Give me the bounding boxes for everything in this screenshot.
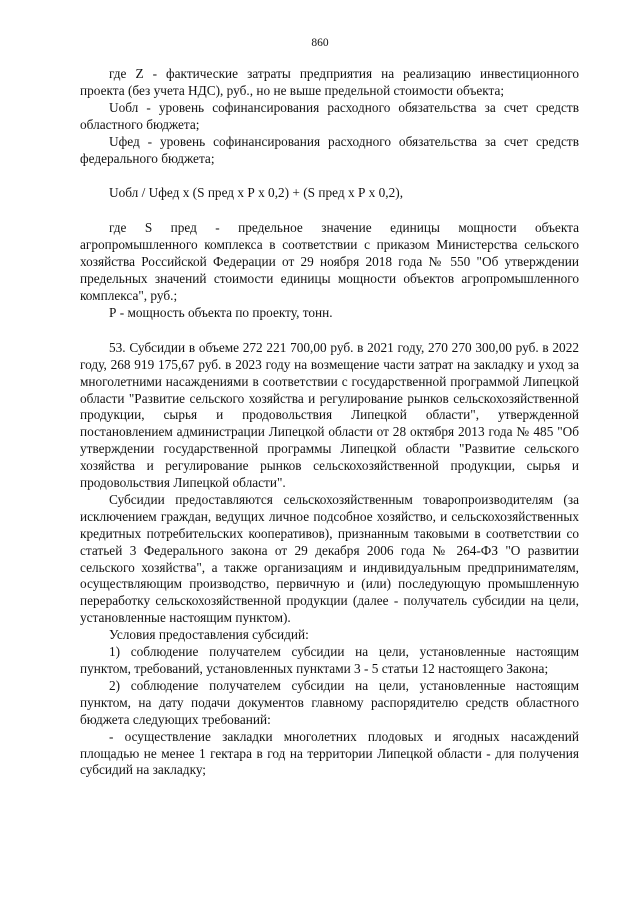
condition-2-item: - осуществление закладки многолетних плодовых и ягодных насаждений площадью не менее 1 гектара в год на территории Липецкой области - для получения субсидий на закладку;: [80, 728, 579, 778]
p-definition: Р - мощность объекта по проекту, тонн.: [109, 304, 333, 320]
ufed-definition: Uфед - уровень софинансирования расходного обязательства за счет средств федерального бюджета;: [80, 133, 579, 166]
spacer: [80, 322, 579, 340]
uobl-definition: Uобл - уровень софинансирования расходного обязательства за счет средств областного бюджета;: [80, 99, 579, 132]
condition-1: 1) соблюдение получателем субсидии на цели, установленные настоящим пунктом, требований, установленных пунктами 3 - 5 статьи 12 настоящего Закона;: [80, 644, 579, 676]
subsidy-recipients: Субсидии предоставляются сельскохозяйственным товаропроизводителям (за исключением граждан, ведущих личное подсобное хозяйство, и сельскохозяйственных кредитных потребительских кооперативов), признанным таковыми в соответствии со статьей 3 Федерального закона от 29 декабря 2006 года № 264-ФЗ "О развитии сельского хозяйства", а также организациям и индивидуальным предпринимателям, осуществляющим производство, первичную и (или) последующую промышленную переработку сельскохозяйственной продукции (далее - получатель субсидии на цели, установленные настоящим пунктом).: [80, 491, 579, 626]
page-number: 860: [311, 37, 329, 49]
item-53: 53. Субсидии в объеме 272 221 700,00 руб. в 2021 году, 270 270 300,00 руб. в 2022 году, 268 919 175,67 руб. в 2023 году на возмещение части затрат на закладку и уход за многолетними насаждениями в соответствии с государственной программой Липецкой области "Развитие сельского хозяйства и регулирование рынков сельскохозяйственной продукции, сырья и продовольствия Липецкой области", утвержденной постановлением администрации Липецкой области от 28 октября 2013 года № 485 "Об утверждении государственной программы Липецкой области "Развитие сельского хозяйства и регулирование рынков сельскохозяйственной продукции, сырья и продовольствия Липецкой области".: [80, 339, 579, 491]
spacer: [80, 202, 579, 220]
s-pred-definition: где S пред - предельное значение единицы мощности объекта агропромышленного комплекса в соответствии с приказом Министерства сельского хозяйства Российской Федерации от 29 ноября 2018 года № 550 "Об утверждении предельных значений стоимости единицы мощности объектов агропромышленного комплекса", руб.;: [80, 220, 579, 303]
conditions-heading: Условия предоставления субсидий:: [109, 627, 309, 643]
z-definition: где Z - фактические затраты предприятия на реализацию инвестиционного проекта (без учета НДС), руб., но не выше предельной стоимости объекта;: [80, 66, 579, 98]
spacer: [80, 167, 579, 185]
formula: Uобл / Uфед х (S пред х Р х 0,2) + (S пред х Р х 0,2),: [109, 185, 404, 201]
document-body: [80, 66, 579, 779]
condition-2: 2) соблюдение получателем субсидии на цели, установленные настоящим пунктом, на дату подачи документов главному распорядителю средств областного бюджета следующих требований:: [80, 677, 579, 727]
